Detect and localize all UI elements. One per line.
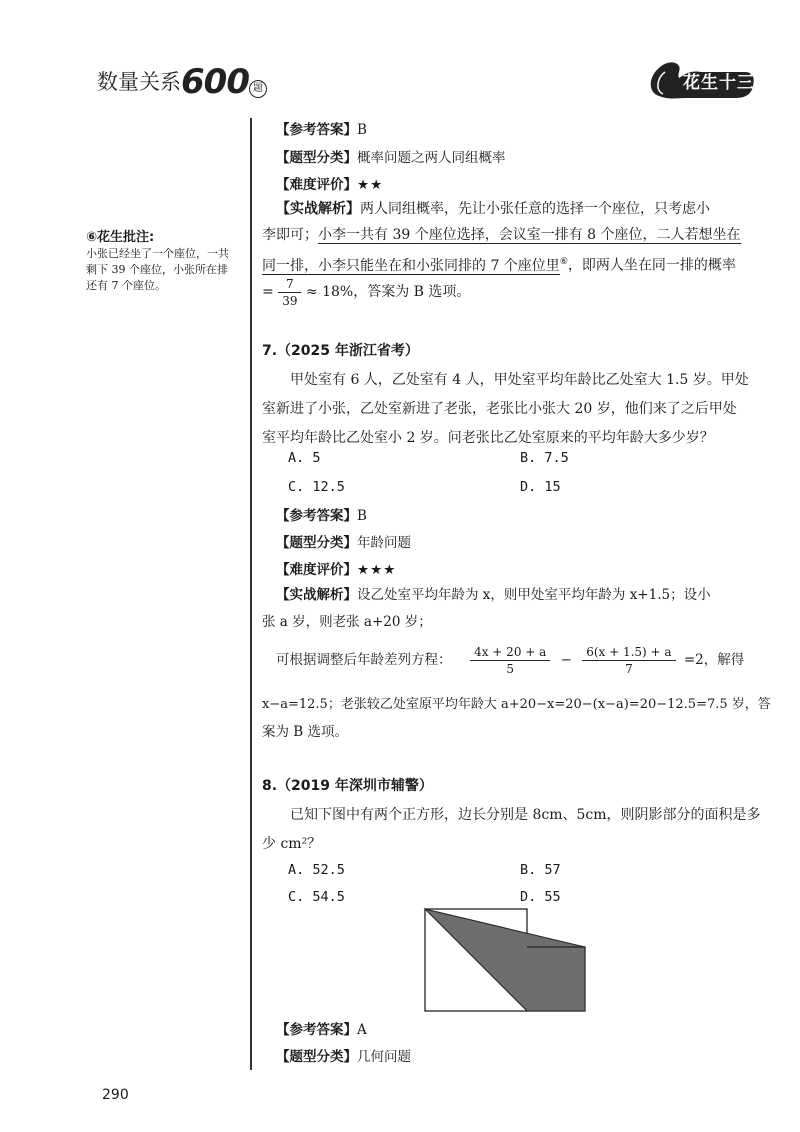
q6-analysis-text-3a: 同一排，小李只能坐在和小张同排的 7 个座位里 <box>262 257 560 274</box>
q7-type <box>276 533 411 553</box>
q7-option-c: C. 12.5 <box>288 479 345 495</box>
q7-equation <box>276 640 744 680</box>
q8-answer <box>276 1020 367 1040</box>
q6-frac-denominator: 39 <box>282 293 298 308</box>
book-title-text: 数量关系 <box>97 70 181 94</box>
q8-stem-line-1: 已知下图中有两个正方形，边长分别是 8cm、5cm，则阴影部分的面积是多 <box>290 807 761 823</box>
q6-analysis-text-4b: ≈ 18%，答案为 B 选项。 <box>305 284 471 300</box>
q6-analysis-text-1: 两人同组概率，先让小张任意的选择一个座位，只考虑小 <box>360 201 710 217</box>
q7-type-tag: 【题型分类】 <box>276 535 357 551</box>
q6-answer-tag: 【参考答案】 <box>276 122 357 138</box>
q7-eq-fraction-1 <box>470 644 550 677</box>
sidebar-note-title: ⑥花生批注: <box>86 230 155 245</box>
q7-eq-fraction-2 <box>582 644 675 677</box>
q7-stem-line-1: 甲处室有 6 人，乙处室有 4 人，甲处室平均年龄比乙处室大 1.5 岁。甲处 <box>290 372 749 388</box>
q8-type-value: 几何问题 <box>357 1049 411 1065</box>
q6-analysis-tag: 【实战解析】 <box>276 201 360 217</box>
book-title-number: 600 <box>181 62 249 102</box>
q8-option-b: B. 57 <box>520 862 561 878</box>
book-title <box>97 62 267 102</box>
q6-analysis-text-3b: ，即两人坐在同一排的概率 <box>567 257 736 274</box>
q8-type <box>276 1047 411 1067</box>
q6-answer-value: B <box>357 122 367 138</box>
q7-option-b: B. 7.5 <box>520 450 569 466</box>
q8-answer-value: A <box>357 1022 367 1038</box>
q6-type-value: 概率问题之两人同组概率 <box>357 150 506 166</box>
q7-eq-frac1-den: 5 <box>506 662 515 676</box>
q7-eq-frac1-num: 4x + 20 + a <box>470 644 550 661</box>
q8-title: 8.（2019 年深圳市辅警） <box>262 778 433 794</box>
q7-analysis-text-1: 设乙处室平均年龄为 x，则甲处室平均年龄为 x+1.5；设小 <box>357 587 711 603</box>
q8-option-c: C. 54.5 <box>288 889 345 905</box>
q7-analysis-line-2: 张 a 岁，则老张 a+20 岁； <box>262 614 432 630</box>
q6-equals: = <box>262 284 274 300</box>
q7-option-a: A. 5 <box>288 450 321 466</box>
book-title-suffix: 题 <box>249 80 267 98</box>
q8-option-d: D. 55 <box>520 889 561 905</box>
q6-type <box>276 148 506 168</box>
q7-analysis-text-3: 可根据调整后年龄差列方程： <box>276 652 452 668</box>
q7-eq-frac2-den: 7 <box>625 662 633 676</box>
q6-fraction <box>278 276 301 309</box>
q7-difficulty-stars: ★★★ <box>357 562 397 578</box>
q6-frac-numerator: 7 <box>278 276 301 293</box>
q8-squares-figure <box>420 905 590 1017</box>
q8-answer-tag: 【参考答案】 <box>276 1022 357 1038</box>
q7-difficulty-tag: 【难度评价】 <box>276 562 357 578</box>
logo-text: 花生十三 <box>683 73 755 93</box>
page-number: 290 <box>102 1087 129 1103</box>
q7-answer-tag: 【参考答案】 <box>276 508 357 524</box>
q6-analysis-line-1 <box>276 199 710 219</box>
q7-stem-line-2: 室新进了小张，乙处室新进了老张，老张比小张大 20 岁，他们来了之后甲处 <box>262 401 737 417</box>
q7-analysis-line-1 <box>276 585 711 605</box>
q7-answer-value: B <box>357 508 367 524</box>
q7-difficulty <box>276 560 396 580</box>
q7-option-d: D. 15 <box>520 479 561 495</box>
q7-analysis-tag: 【实战解析】 <box>276 587 357 603</box>
q6-analysis-line-3 <box>262 252 736 276</box>
shaded-region <box>425 909 585 1011</box>
q8-type-tag: 【题型分类】 <box>276 1049 357 1065</box>
q7-type-value: 年龄问题 <box>357 535 411 551</box>
column-divider <box>250 118 252 1070</box>
q6-answer <box>276 120 367 140</box>
q8-option-a: A. 52.5 <box>288 862 345 878</box>
q6-difficulty-tag: 【难度评价】 <box>276 177 357 193</box>
q6-footnote-marker: ⑥ <box>559 257 568 267</box>
q7-eq-minus: − <box>560 652 572 668</box>
q6-difficulty <box>276 175 383 195</box>
q7-analysis-line-4: x−a=12.5；老张较乙处室原平均年龄大 a+20−x=20−(x−a)=20−12.5=7.5 岁，答 <box>262 697 771 712</box>
q7-stem <box>262 366 762 453</box>
q6-analysis-line-4 <box>262 274 470 310</box>
q7-eq-tail: =2，解得 <box>683 652 745 668</box>
q8-stem-line-2: 少 cm²？ <box>262 836 322 852</box>
q6-analysis-line-2 <box>262 225 741 245</box>
q8-stem <box>262 801 762 859</box>
sidebar-note-text: 小张已经坐了一个座位，一共剩下 39 个座位，小张所在排还有 7 个座位。 <box>86 247 229 292</box>
q7-eq-frac2-num: 6(x + 1.5) + a <box>582 644 675 661</box>
q6-difficulty-stars: ★★ <box>357 177 384 193</box>
q7-analysis-line-5: 案为 B 选项。 <box>262 724 349 740</box>
q7-stem-line-3: 室平均年龄比乙处室小 2 岁。问老张比乙处室原来的平均年龄大多少岁？ <box>262 430 714 446</box>
q6-analysis-text-2a: 李即可； <box>262 227 318 243</box>
q6-type-tag: 【题型分类】 <box>276 150 357 166</box>
logo <box>645 56 755 102</box>
q7-answer <box>276 506 367 526</box>
q7-title: 7.（2025 年浙江省考） <box>262 343 419 359</box>
q6-analysis-text-2b: 小李一共有 39 个座位选择，会议室一排有 8 个座位，二人若想坐在 <box>318 227 741 243</box>
